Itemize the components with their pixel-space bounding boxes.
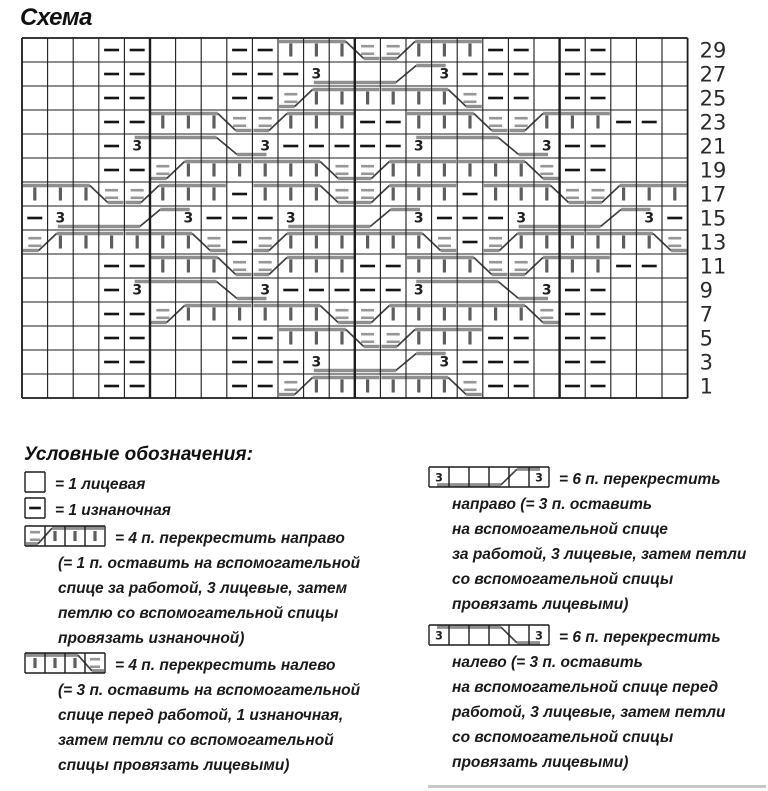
svg-text:3: 3 (541, 282, 552, 299)
purl-stitch-icon (24, 497, 46, 524)
legend-item-knit (24, 471, 145, 498)
row-number: 29 (699, 38, 727, 63)
row-number: 25 (699, 86, 727, 111)
svg-text:3: 3 (535, 471, 543, 485)
svg-text:3: 3 (535, 629, 543, 643)
legend-item-label: = 4 п. перекрестить налево (115, 656, 336, 674)
legend-item-description: (= 3 п. оставить на вспомогательной спице перед работой, 1 изнаночная, затем петли со вспомогательной спицы провязать лицевыми) (58, 682, 361, 774)
legend-item-cross4-right (24, 525, 345, 552)
legend-item-description: налево (= 3 п. оставить на вспомогательной спице перед работой, 3 лицевые, затем петли со вспомогательной спицы провязать лицевыми) (452, 654, 726, 771)
row-number: 3 (699, 350, 713, 375)
svg-text:3: 3 (285, 210, 296, 227)
svg-text:3: 3 (311, 354, 322, 371)
legend-item-description: (= 1 п. оставить на вспомогательной спице за работой, 3 лицевые, затем петлю со вспомогательной спицы провязать изнаночной) (58, 555, 361, 647)
row-number: 5 (699, 326, 713, 351)
svg-text:3: 3 (516, 210, 527, 227)
cropped-rule (428, 785, 766, 788)
row-number: 7 (699, 302, 713, 327)
legend-item-label: = 1 лицевая (55, 475, 146, 493)
cable6-right-icon (428, 466, 550, 493)
cable4-left-icon (24, 652, 106, 679)
row-number: 9 (699, 278, 713, 303)
row-number: 15 (699, 206, 727, 231)
row-number: 21 (699, 134, 727, 159)
legend-item-cross6-right (428, 466, 721, 493)
legend-item-label: = 4 п. перекрестить направо (115, 529, 345, 547)
svg-text:3: 3 (413, 282, 424, 299)
svg-text:3: 3 (55, 210, 66, 227)
svg-text:3: 3 (413, 138, 424, 155)
row-number: 1 (699, 374, 713, 399)
svg-text:3: 3 (132, 282, 143, 299)
knit-stitch-icon (24, 471, 46, 498)
cable6-left-icon (428, 624, 550, 651)
svg-text:3: 3 (260, 282, 271, 299)
row-number: 13 (699, 230, 727, 255)
row-number: 19 (699, 158, 727, 183)
knitting-chart (0, 24, 768, 416)
svg-text:3: 3 (435, 471, 443, 485)
svg-text:3: 3 (439, 66, 450, 83)
svg-text:3: 3 (311, 66, 322, 83)
svg-text:3: 3 (439, 354, 450, 371)
row-number: 27 (699, 62, 727, 87)
page-title: Схема (20, 4, 93, 31)
legend-item-cross6-left (428, 624, 721, 651)
legend-item-label: = 6 п. перекрестить (559, 628, 721, 646)
row-number: 17 (699, 182, 727, 207)
legend-item-purl (24, 497, 171, 524)
legend-item-description: направо (= 3 п. оставить на вспомогательной спице за работой, 3 лицевые, затем петли со вспомогательной спицы провязать лицевыми) (452, 496, 747, 613)
svg-text:3: 3 (644, 210, 655, 227)
legend-item-label: = 1 изнаночная (55, 501, 171, 519)
svg-text:3: 3 (435, 629, 443, 643)
row-number: 23 (699, 110, 727, 135)
svg-text:3: 3 (183, 210, 194, 227)
legend-heading: Условные обозначения: (24, 444, 253, 465)
row-number: 11 (699, 254, 727, 279)
svg-text:3: 3 (260, 138, 271, 155)
svg-text:3: 3 (132, 138, 143, 155)
svg-text:3: 3 (541, 138, 552, 155)
cable4-right-icon (24, 525, 106, 552)
svg-text:3: 3 (413, 210, 424, 227)
legend-item-label: = 6 п. перекрестить (559, 470, 721, 488)
legend-item-cross4-left (24, 652, 336, 679)
